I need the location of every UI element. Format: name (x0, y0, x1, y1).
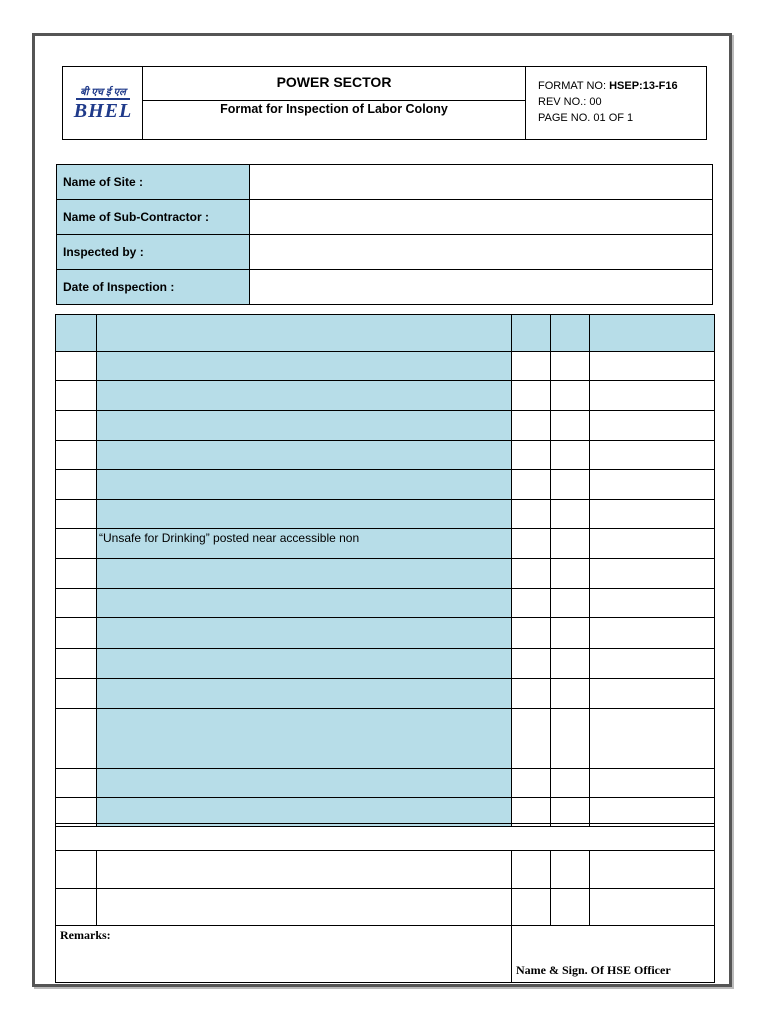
row-yes[interactable] (511, 380, 551, 411)
row-no[interactable] (550, 528, 590, 559)
extra-row-yes[interactable] (511, 888, 551, 926)
page-number: PAGE NO. 01 OF 1 (538, 112, 634, 124)
row-no[interactable] (550, 648, 590, 679)
row-item (96, 678, 512, 709)
row-sno (55, 617, 97, 649)
checklist-header-no (550, 314, 590, 352)
extra-row-remarks[interactable] (589, 888, 715, 926)
hse-officer-signature-label: Name & Sign. Of HSE Officer (516, 963, 671, 977)
bhel-logo (70, 72, 136, 134)
row-remarks[interactable] (589, 499, 715, 529)
row-item (96, 351, 512, 381)
row-no[interactable] (550, 588, 590, 618)
checklist-header-sno (55, 314, 97, 352)
row-item (96, 588, 512, 618)
row-sno (55, 469, 97, 500)
row-item (96, 410, 512, 441)
row-remarks[interactable] (589, 617, 715, 649)
row-item (96, 708, 512, 769)
row-remarks[interactable] (589, 648, 715, 679)
row-no[interactable] (550, 380, 590, 411)
row-remarks[interactable] (589, 410, 715, 441)
row-item (96, 648, 512, 679)
checklist-header-yes (511, 314, 551, 352)
row-sno (55, 648, 97, 679)
row-item (96, 499, 512, 529)
extra-row-sno (55, 850, 97, 889)
section-divider-row (55, 823, 715, 851)
sub-contractor-field[interactable] (249, 199, 713, 235)
revision-number: REV NO.: 00 (538, 96, 602, 108)
row-yes[interactable] (511, 351, 551, 381)
row-item (96, 380, 512, 411)
extra-row-remarks[interactable] (589, 850, 715, 889)
inspection-date-label: Date of Inspection : (56, 269, 250, 305)
extra-row-item[interactable] (96, 888, 512, 926)
row-remarks[interactable] (589, 469, 715, 500)
row-yes[interactable] (511, 588, 551, 618)
row-no[interactable] (550, 708, 590, 769)
row-yes[interactable] (511, 528, 551, 559)
sub-contractor-label: Name of Sub-Contractor : (56, 199, 250, 235)
row-sno (55, 528, 97, 559)
row-remarks[interactable] (589, 528, 715, 559)
inspected-by-label: Inspected by : (56, 234, 250, 270)
row-item: “Unsafe for Drinking” posted near accessible non (96, 528, 512, 559)
row-yes[interactable] (511, 469, 551, 500)
row-yes[interactable] (511, 410, 551, 441)
row-item (96, 469, 512, 500)
row-remarks[interactable] (589, 351, 715, 381)
row-no[interactable] (550, 410, 590, 441)
extra-row-no[interactable] (550, 850, 590, 889)
remarks-box[interactable] (55, 925, 512, 983)
row-remarks[interactable] (589, 708, 715, 769)
row-yes[interactable] (511, 440, 551, 470)
logo-hindi-text: बी एच ई एल (76, 84, 130, 100)
extra-row-yes[interactable] (511, 850, 551, 889)
row-remarks[interactable] (589, 588, 715, 618)
row-sno (55, 678, 97, 709)
row-no[interactable] (550, 351, 590, 381)
extra-row-sno (55, 888, 97, 926)
logo-text: BHEL (73, 99, 133, 122)
format-info (538, 78, 703, 126)
row-remarks[interactable] (589, 768, 715, 798)
row-sno (55, 558, 97, 589)
row-no[interactable] (550, 768, 590, 798)
row-item (96, 617, 512, 649)
format-number: FORMAT NO: HSEP:13-F16 (538, 80, 678, 92)
row-sno (55, 588, 97, 618)
row-yes[interactable] (511, 708, 551, 769)
row-sno (55, 380, 97, 411)
row-remarks[interactable] (589, 678, 715, 709)
row-yes[interactable] (511, 678, 551, 709)
document-title: POWER SECTOR (276, 74, 392, 90)
inspection-date-field[interactable] (249, 269, 713, 305)
row-item (96, 768, 512, 798)
row-yes[interactable] (511, 648, 551, 679)
row-no[interactable] (550, 499, 590, 529)
row-remarks[interactable] (589, 440, 715, 470)
row-item (96, 440, 512, 470)
row-sno (55, 499, 97, 529)
row-no[interactable] (550, 617, 590, 649)
row-sno (55, 351, 97, 381)
row-sno (55, 410, 97, 441)
row-yes[interactable] (511, 768, 551, 798)
signature-box[interactable] (511, 925, 715, 983)
checklist-header-item (96, 314, 512, 352)
row-remarks[interactable] (589, 380, 715, 411)
row-sno (55, 768, 97, 798)
row-sno (55, 708, 97, 769)
document-subtitle: Format for Inspection of Labor Colony (220, 102, 448, 116)
row-yes[interactable] (511, 499, 551, 529)
row-no[interactable] (550, 678, 590, 709)
row-no[interactable] (550, 440, 590, 470)
inspected-by-field[interactable] (249, 234, 713, 270)
row-item (96, 558, 512, 589)
row-no[interactable] (550, 469, 590, 500)
row-remarks[interactable] (589, 558, 715, 589)
extra-row-no[interactable] (550, 888, 590, 926)
row-yes[interactable] (511, 617, 551, 649)
extra-row-item[interactable] (96, 850, 512, 889)
row-no[interactable] (550, 558, 590, 589)
site-name-field[interactable] (249, 164, 713, 200)
row-yes[interactable] (511, 558, 551, 589)
checklist-header-remarks (589, 314, 715, 352)
row-sno (55, 440, 97, 470)
site-name-label: Name of Site : (56, 164, 250, 200)
remarks-label: Remarks: (60, 928, 111, 942)
